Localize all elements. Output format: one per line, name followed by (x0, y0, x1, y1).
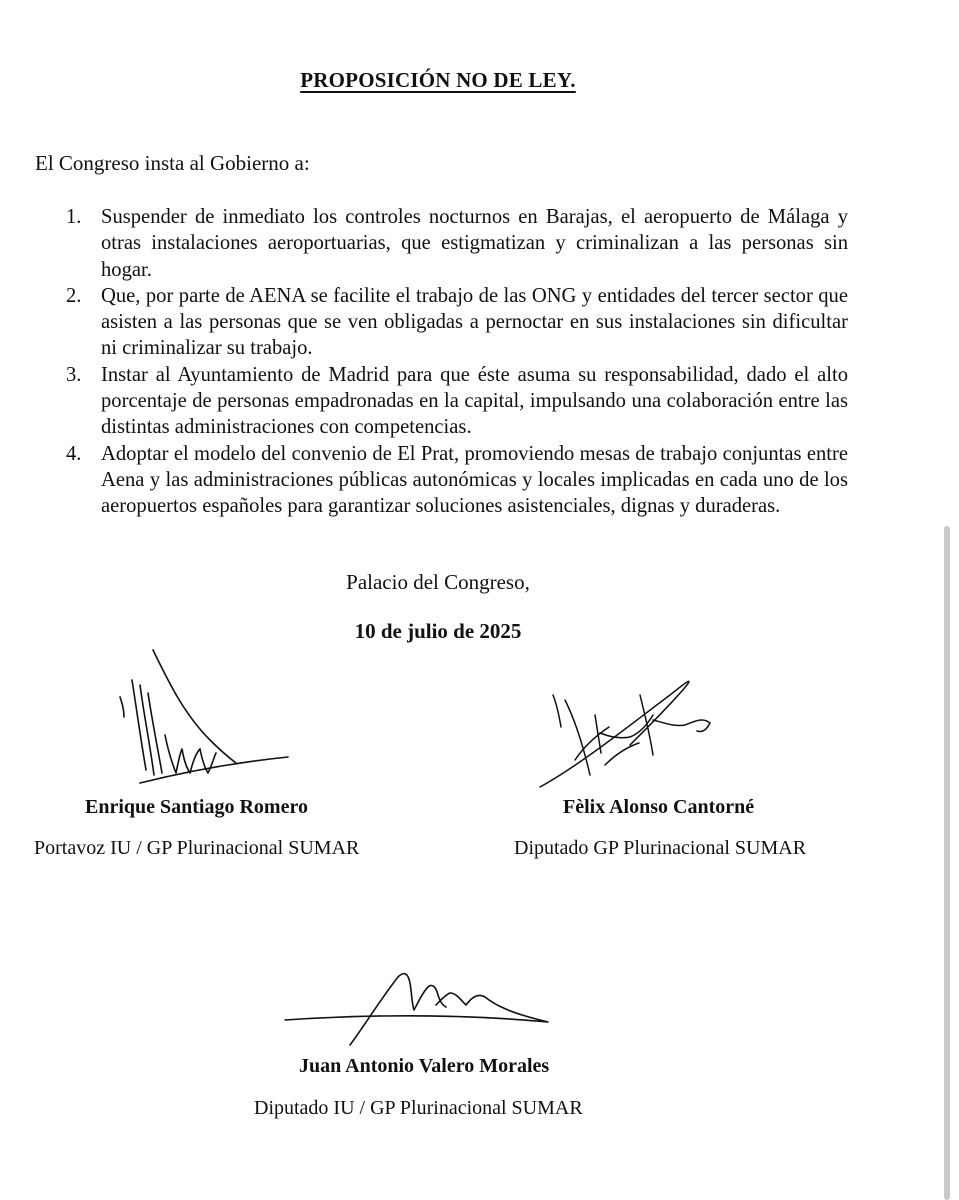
item-text: Instar al Ayuntamiento de Madrid para que éste asuma su responsabilidad, dado el alto porcentaje de personas empadronadas en la capital, impulsando una colaboración entre las distintas administraciones con competencias. (101, 363, 848, 439)
signatory-role: Diputado IU / GP Plurinacional SUMAR (254, 1097, 583, 1119)
item-number: 2. (66, 284, 82, 307)
signature-image (110, 645, 300, 790)
signatory-name: Fèlix Alonso Cantorné (563, 796, 755, 818)
signature-image (280, 965, 560, 1050)
list-item (60, 362, 848, 441)
date-text: 10 de julio de 2025 (354, 619, 522, 643)
list-item (60, 283, 848, 362)
signatory-role: Diputado GP Plurinacional SUMAR (514, 837, 807, 859)
signature-image (535, 665, 730, 795)
list-item (60, 441, 848, 520)
item-text: Que, por parte de AENA se facilite el trabajo de las ONG y entidades del tercer sector que asisten a las personas que se ven obligadas a pernoctar en sus instalaciones sin dificultar ni criminalizar su trabajo. (101, 284, 848, 360)
proposal-list (60, 204, 848, 520)
item-number: 4. (66, 442, 82, 465)
place-text: Palacio del Congreso, (346, 570, 530, 594)
intro-text: El Congreso insta al Gobierno a: (35, 151, 310, 175)
item-number: 3. (66, 363, 82, 386)
vertical-scrollbar[interactable] (944, 526, 950, 1200)
item-text: Adoptar el modelo del convenio de El Prat, promoviendo mesas de trabajo conjuntas entre Aena y las administraciones públicas autonómicas y locales implicadas en cada uno de los aeropuertos españoles para garantizar soluciones asistenciales, dignas y duraderas. (101, 442, 848, 518)
signatory-name: Juan Antonio Valero Morales (299, 1055, 550, 1077)
document-title: PROPOSICIÓN NO DE LEY. (300, 68, 576, 92)
signatory-name: Enrique Santiago Romero (85, 796, 308, 818)
item-number: 1. (66, 206, 82, 228)
signatory-role: Portavoz IU / GP Plurinacional SUMAR (34, 837, 360, 859)
list-item (60, 204, 848, 283)
item-text: Suspender de inmediato los controles nocturnos en Barajas, el aeropuerto de Málaga y otras instalaciones aeroportuarias, que estigmatizan y criminalizan a las personas sin hogar. (101, 206, 848, 281)
